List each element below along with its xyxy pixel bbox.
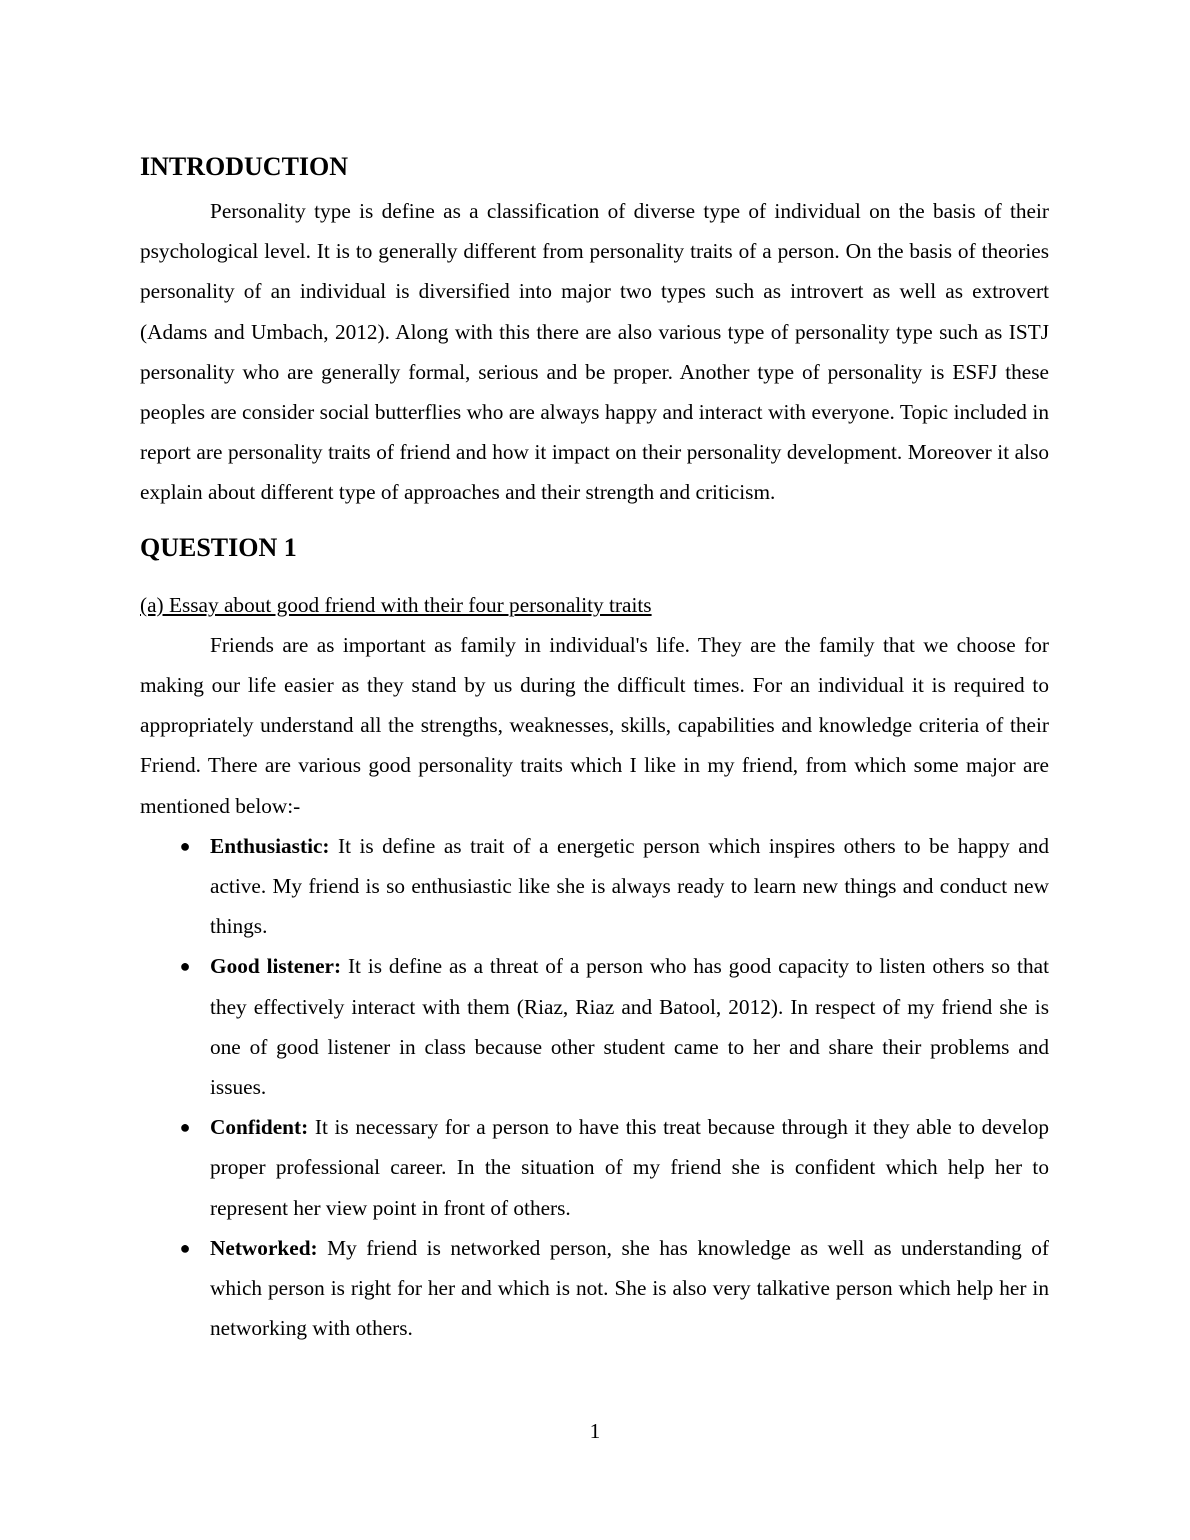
trait-description: It is define as trait of a energetic person which inspires others to be happy and active. My friend is so enthusiastic like she is always ready to learn new things and conduct new things. [210, 833, 1049, 939]
trait-term: Enthusiastic: [210, 833, 330, 858]
list-item-confident [140, 1107, 1049, 1228]
question-1a-subheading: (a) Essay about good friend with their four personality traits [140, 592, 652, 617]
list-item-enthusiastic [140, 826, 1049, 947]
page-number: 1 [589, 1419, 601, 1443]
bullet-icon: ● [179, 956, 191, 977]
bullet-icon: ● [179, 1117, 191, 1138]
trait-term: Good listener: [210, 954, 342, 979]
traits-list [140, 826, 1049, 1349]
question-1-heading: QUESTION 1 [140, 532, 297, 562]
trait-description: It is necessary for a person to have this treat because through it they able to develop proper professional career. In the situation of my friend she is confident which help her to represent her view point in front of others. [210, 1115, 1049, 1220]
list-item-networked [140, 1228, 1049, 1349]
bullet-icon: ● [179, 1237, 191, 1258]
trait-term: Networked: [210, 1235, 318, 1260]
trait-description: My friend is networked person, she has knowledge as well as understanding of which person is right for her and which is not. She is also very talkative person which help her in networking with others. [210, 1235, 1049, 1341]
bullet-icon: ● [179, 835, 191, 856]
introduction-heading: INTRODUCTION [140, 152, 349, 181]
page-content [140, 150, 1049, 1348]
introduction-paragraph: Personality type is define as a classification of diverse type of individual on the basis of their psychological level. It is to generally different from personality traits of a person. On the basis of theories personality of an individual is diversified into major two types such as introvert as well as extrovert (Adams and Umbach, 2012). Along with this there are also various type of personality type such as ISTJ personality who are generally formal, serious and be proper. Another type of personality is ESFJ these peoples are consider social butterflies who are always happy and interact with everyone. Topic included in report are personality traits of friend and how it impact on their personality development. Moreover it also explain about different type of approaches and their strength and criticism. [140, 199, 1049, 505]
trait-description: It is define as a threat of a person who has good capacity to listen others so that they effectively interact with them (Riaz, Riaz and Batool, 2012). In respect of my friend she is one of good listener in class because other student came to her and share their problems and issues. [210, 954, 1049, 1100]
question-1-paragraph: Friends are as important as family in individual's life. They are the family that we choose for making our life easier as they stand by us during the difficult times. For an individual it is required to appropriately understand all the strengths, weaknesses, skills, capabilities and knowledge criteria of their Friend. There are various good personality traits which I like in my friend, from which some major are mentioned below:- [140, 632, 1049, 818]
trait-term: Confident: [210, 1115, 309, 1140]
list-item-good-listener [140, 946, 1049, 1107]
